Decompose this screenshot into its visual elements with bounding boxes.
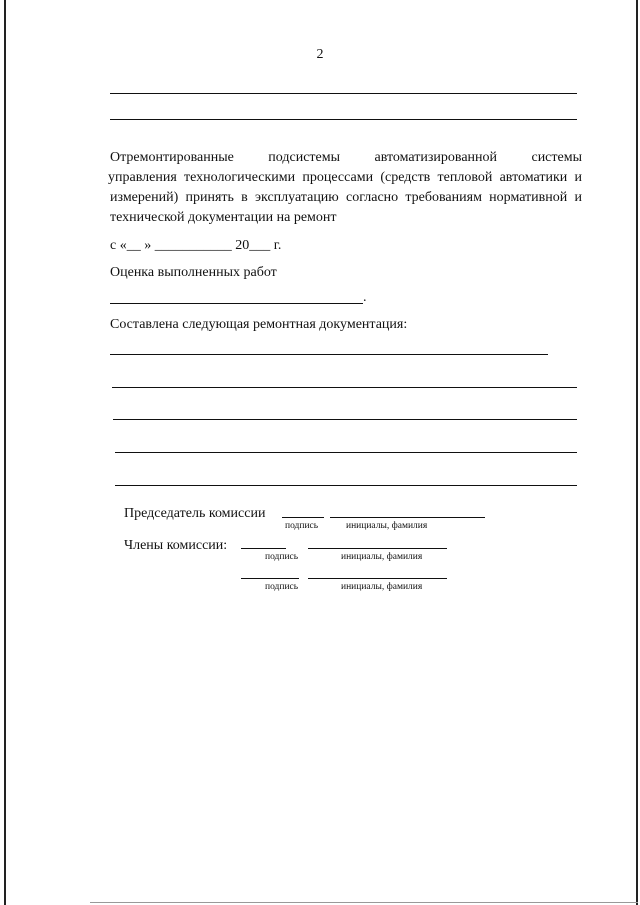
year-suffix: г.: [273, 238, 282, 253]
assessment-end: .: [363, 290, 367, 305]
paragraph-line: управления технологическими процессами (средств тепловой автоматики и: [108, 170, 582, 185]
date-line: [110, 238, 281, 254]
docs-fill-line[interactable]: [113, 419, 577, 420]
docs-label: Составлена следующая ремонтная документация:: [110, 317, 408, 332]
paragraph-line: технической документации на ремонт: [110, 210, 337, 225]
signature-caption: подпись: [265, 552, 299, 562]
name-caption: инициалы, фамилия: [346, 521, 428, 531]
fill-line[interactable]: [110, 93, 577, 94]
date-mid: »: [144, 238, 152, 253]
year-blank[interactable]: ___: [249, 238, 271, 253]
signature-caption: подпись: [265, 582, 299, 592]
member-signature-line[interactable]: [241, 548, 286, 549]
member-name-line[interactable]: [308, 578, 447, 579]
docs-fill-line[interactable]: [110, 354, 548, 355]
docs-fill-line[interactable]: [115, 485, 577, 486]
paragraph-line: Отремонтированные подсистемы автоматизированной системы: [110, 150, 582, 165]
scan-edge-left: [4, 0, 6, 905]
paragraph-line: измерений) принять в эксплуатацию согласно требованиям нормативной и: [110, 190, 582, 205]
scan-edge-bottom: [90, 902, 638, 903]
month-blank[interactable]: ___________: [154, 238, 232, 253]
member-name-line[interactable]: [308, 548, 447, 549]
chairman-signature-line[interactable]: [282, 517, 324, 518]
scan-edge-right: [636, 0, 638, 905]
year-prefix: 20: [235, 238, 250, 253]
chairman-name-line[interactable]: [330, 517, 485, 518]
acceptance-paragraph: [110, 148, 582, 228]
date-prefix: с «: [110, 238, 127, 253]
day-blank[interactable]: __: [126, 238, 141, 253]
page-number: 2: [316, 47, 324, 62]
assessment-fill-line[interactable]: [110, 303, 363, 304]
name-caption: инициалы, фамилия: [341, 582, 423, 592]
docs-fill-line[interactable]: [115, 452, 577, 453]
signature-caption: подпись: [285, 521, 319, 531]
members-label: Члены комиссии:: [124, 538, 228, 553]
assessment-label: Оценка выполненных работ: [110, 265, 277, 280]
docs-fill-line[interactable]: [112, 387, 577, 388]
chairman-label: Председатель комиссии: [124, 506, 266, 521]
name-caption: инициалы, фамилия: [341, 552, 423, 562]
fill-line[interactable]: [110, 119, 577, 120]
member-signature-line[interactable]: [241, 578, 299, 579]
